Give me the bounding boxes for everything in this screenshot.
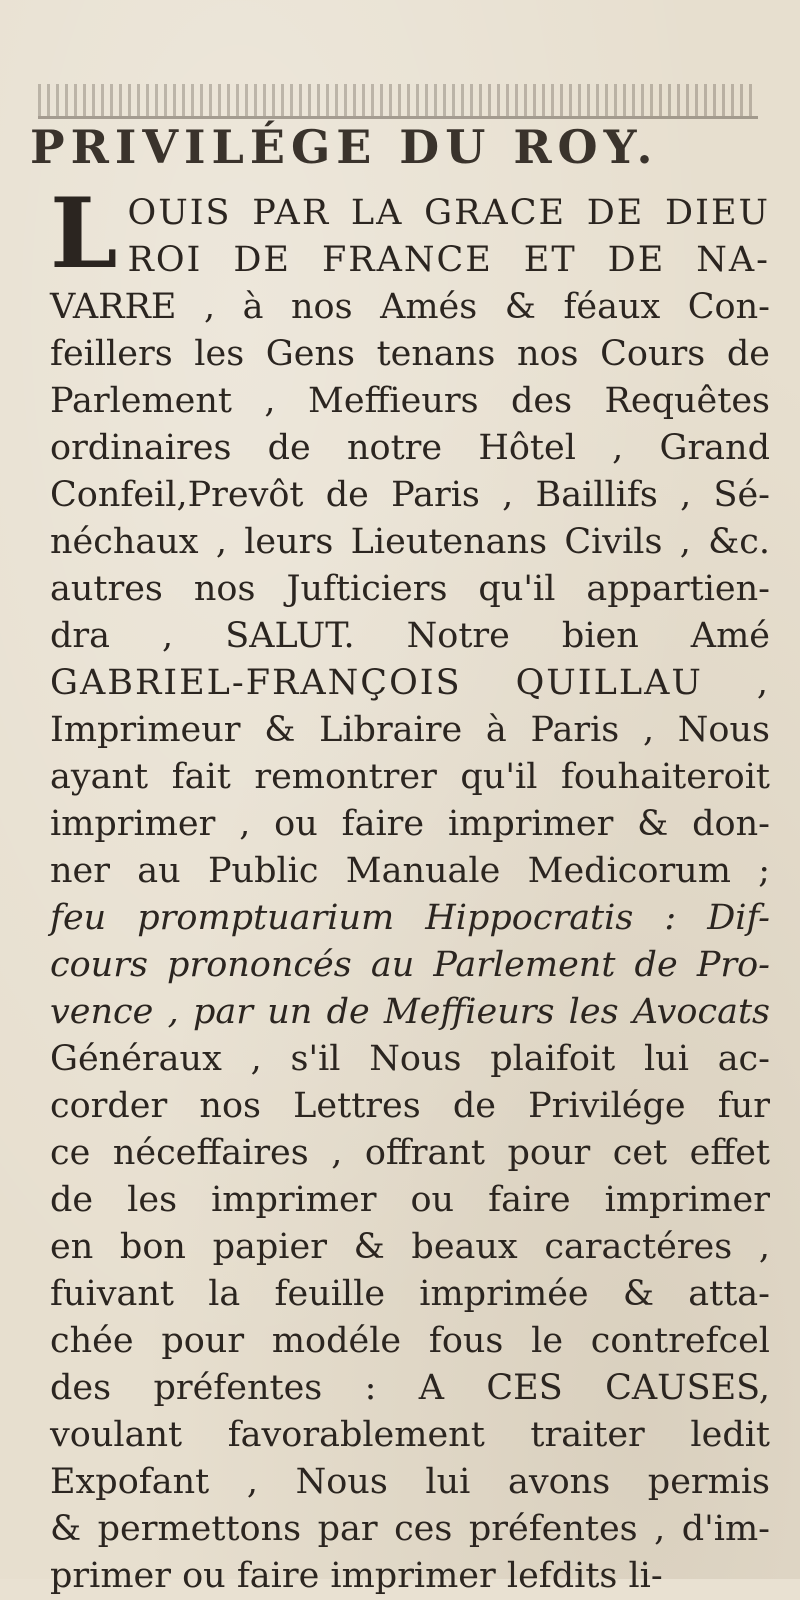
text-line: feillers les Gens tenans nos Cours de: [50, 334, 770, 374]
text-line: en bon papier & beaux caractéres ,: [50, 1227, 770, 1267]
text-line: chée pour modéle fous le contrefcel: [50, 1321, 770, 1361]
text-line: ce néceffaires , offrant pour cet effet: [50, 1133, 770, 1173]
text-line: OUIS PAR LA GRACE DE DIEU: [127, 193, 770, 233]
text-line: de les imprimer ou faire imprimer: [50, 1180, 770, 1220]
page-title: PRIVILÉGE DU ROY.: [30, 120, 659, 174]
header-ornament: [38, 84, 758, 119]
text-line: ayant fait remontrer qu'il fouhaiteroit: [50, 757, 770, 797]
text-line: GABRIEL-FRANÇOIS QUILLAU ,: [50, 663, 770, 703]
text-line: & permettons par ces préfentes , d'im-: [50, 1509, 770, 1549]
text-line: ROI DE FRANCE ET DE NA-: [127, 240, 770, 280]
text-line: autres nos Jufticiers qu'il appartien-: [50, 569, 770, 609]
body-text: [50, 177, 770, 1600]
text-line: Généraux , s'il Nous plaifoit lui ac-: [50, 1039, 770, 1079]
text-line: VARRE , à nos Amés & féaux Con-: [50, 287, 770, 327]
text-line: voulant favorablement traiter ledit: [50, 1415, 770, 1455]
text-line: Imprimeur & Libraire à Paris , Nous: [50, 710, 770, 750]
text-line: ner au Public Manuale Medicorum ;: [50, 851, 770, 891]
text-line: feu promptuarium Hippocratis : Dif-: [50, 898, 770, 938]
drop-cap: L: [50, 177, 118, 290]
text-line: cours prononcés au Parlement de Pro-: [50, 945, 770, 985]
text-line: corder nos Lettres de Privilége fur: [50, 1086, 770, 1126]
text-line: Parlement , Meffieurs des Requêtes: [50, 381, 770, 421]
text-line: vence , par un de Meffieurs les Avocats: [50, 992, 770, 1032]
text-line: imprimer , ou faire imprimer & don-: [50, 804, 770, 844]
text-line: néchaux , leurs Lieutenans Civils , &c.: [50, 522, 770, 562]
text-line: ordinaires de notre Hôtel , Grand: [50, 428, 770, 468]
text-line: fuivant la feuille imprimée & atta-: [50, 1274, 770, 1314]
text-line: Confeil,Prevôt de Paris , Baillifs , Sé-: [50, 475, 770, 515]
opening-block: [50, 177, 770, 290]
text-line: des préfentes : A CES CAUSES,: [50, 1368, 770, 1408]
text-line: Expofant , Nous lui avons permis: [50, 1462, 770, 1502]
text-line: dra , SALUT. Notre bien Amé: [50, 616, 770, 656]
text-line: primer ou faire imprimer lefdits li-: [50, 1556, 663, 1596]
